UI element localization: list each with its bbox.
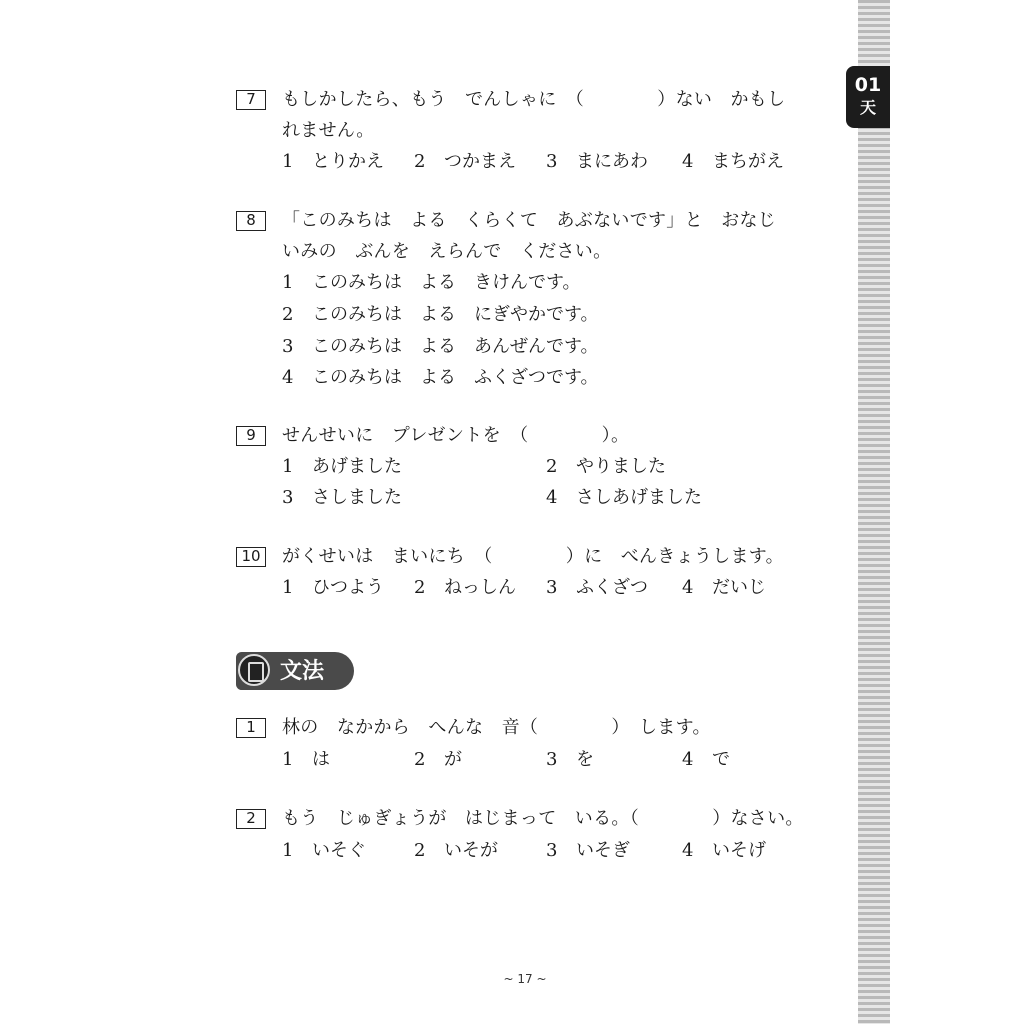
question-number-box: 1: [236, 718, 266, 738]
option-3[interactable]: 3 このみちは よる あんぜんです。: [282, 336, 599, 357]
question-number-box: 7: [236, 90, 266, 110]
question-number-box: 10: [236, 547, 266, 567]
option-2[interactable]: 2 このみちは よる にぎやかです。: [282, 304, 599, 325]
option-3[interactable]: 3 まにあわ: [546, 151, 648, 172]
option-1[interactable]: 1 あげました: [282, 456, 402, 477]
option-2[interactable]: 2 ねっしん: [414, 577, 516, 598]
option-3[interactable]: 3 さしました: [282, 487, 402, 508]
section-title: 文法: [280, 658, 325, 684]
option-2[interactable]: 2 いそが: [414, 840, 498, 861]
page-number: ~ 17 ~: [503, 972, 547, 986]
side-strip: [858, 0, 890, 1024]
question-text: いみの ぶんを えらんで ください。: [282, 241, 612, 262]
option-4[interactable]: 4 このみちは よる ふくざつです。: [282, 367, 599, 388]
option-4[interactable]: 4 さしあげました: [546, 487, 702, 508]
question-text: 林の なかから へんな 音（ ） します。: [282, 717, 711, 738]
question-text: もう じゅぎょうが はじまって いる。（ ）なさい。: [282, 808, 804, 829]
option-3[interactable]: 3 いそぎ: [546, 840, 630, 861]
question-text: がくせいは まいにち （ ）に べんきょうします。: [282, 546, 784, 567]
option-1[interactable]: 1 ひつよう: [282, 577, 384, 598]
option-3[interactable]: 3 を: [546, 749, 594, 770]
option-4[interactable]: 4 だいじ: [682, 577, 766, 598]
chapter-day: 天: [859, 98, 876, 117]
section-header: [236, 652, 354, 690]
question-number-box: 2: [236, 809, 266, 829]
option-1[interactable]: 1 このみちは よる きけんです。: [282, 272, 581, 293]
option-2[interactable]: 2 やりました: [546, 456, 666, 477]
question-text: れません。: [282, 120, 375, 141]
option-1[interactable]: 1 とりかえ: [282, 151, 384, 172]
chapter-tab[interactable]: [846, 66, 890, 128]
question-text: せんせいに プレゼントを （ ）。: [282, 425, 630, 446]
option-2[interactable]: 2 つかまえ: [414, 151, 516, 172]
option-1[interactable]: 1 は: [282, 749, 330, 770]
option-4[interactable]: 4 いそげ: [682, 840, 766, 861]
question-text: 「このみちは よる くらくて あぶないです」と おなじ: [282, 210, 777, 231]
option-4[interactable]: 4 で: [682, 749, 730, 770]
chapter-number: 01: [854, 74, 882, 96]
question-number-box: 9: [236, 426, 266, 446]
option-3[interactable]: 3 ふくざつ: [546, 577, 648, 598]
question-text: もしかしたら、もう でんしゃに （ ）ない かもし: [282, 89, 786, 110]
question-number-box: 8: [236, 211, 266, 231]
option-1[interactable]: 1 いそぐ: [282, 840, 366, 861]
option-2[interactable]: 2 が: [414, 749, 462, 770]
book-icon: [238, 654, 270, 686]
option-4[interactable]: 4 まちがえ: [682, 151, 784, 172]
